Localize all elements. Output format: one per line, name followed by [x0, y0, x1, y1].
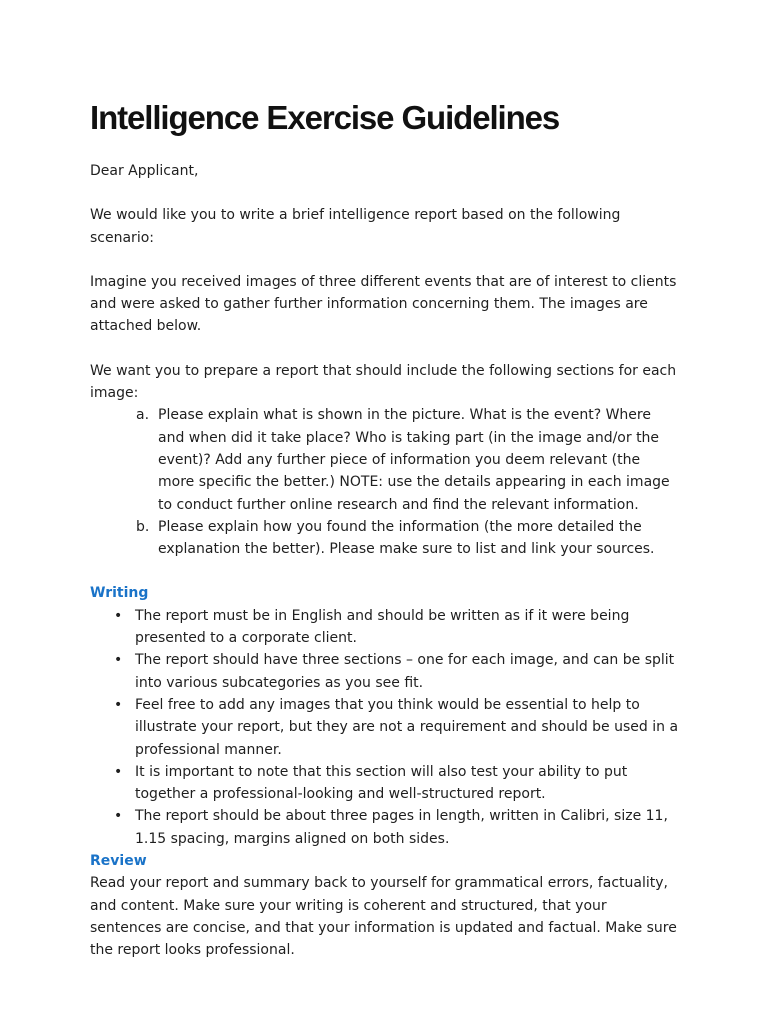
scenario-paragraph: Imagine you received images of three different events that are of interest to clients and were asked to gather further information concerning them. The images are attached below.: [90, 273, 677, 335]
review-paragraph: Read your report and summary back to yourself for grammatical errors, factuality, and content. Make sure your writing is coherent and structured, that your sentences are concise, and that your information is updated and factual. Make sure the report looks professional.: [90, 875, 677, 959]
list-item-text: Please explain how you found the information (the more detailed the explanation the better). Please make sure to list and link your sources.: [158, 518, 655, 558]
sections-intro: We want you to prepare a report that should include the following sections for each image:: [90, 362, 677, 402]
review-heading: Review: [90, 853, 147, 870]
document-page: [90, 96, 680, 962]
list-item-text: The report must be in English and should be written as if it were being presented to a corporate client.: [135, 607, 630, 647]
bullet-marker: •: [114, 652, 123, 669]
list-item-text: The report should have three sections – one for each image, and can be split into various subcategories as you see fit.: [135, 652, 675, 691]
sections-list: [90, 404, 680, 560]
list-item-text: It is important to note that this section will also test your ability to put together a professional-looking and well-structured report.: [135, 763, 628, 803]
list-item-text: Please explain what is shown in the picture. What is the event? Where and when did it take place? Who is taking part (in the image and/or the event)? Add any further piece of information you deem relevant (the more specific the better.) NOTE: use the details appearing in each image to conduct further online research and find the relevant information.: [158, 407, 670, 513]
list-item: [114, 649, 680, 694]
list-marker: b.: [136, 518, 150, 535]
bullet-marker: •: [114, 808, 123, 825]
bullet-marker: •: [114, 696, 123, 713]
bullet-marker: •: [114, 607, 123, 624]
writing-heading: Writing: [90, 585, 149, 602]
list-item: [136, 404, 680, 515]
bullet-marker: •: [114, 763, 123, 780]
list-item: [114, 605, 680, 650]
list-item: [114, 805, 680, 850]
list-item: [114, 761, 680, 806]
list-item: [114, 694, 680, 761]
page-title: Intelligence Exercise Guidelines: [90, 99, 560, 136]
salutation: Dear Applicant,: [90, 163, 199, 179]
list-item: [136, 516, 680, 561]
list-marker: a.: [136, 407, 150, 424]
intro-paragraph: We would like you to write a brief intelligence report based on the following scenario:: [90, 207, 621, 246]
writing-list: [90, 605, 680, 850]
list-item-text: The report should be about three pages in length, written in Calibri, size 11, 1.15 spacing, margins aligned on both sides.: [135, 808, 668, 847]
list-item-text: Feel free to add any images that you think would be essential to help to illustrate your report, but they are not a requirement and should be used in a professional manner.: [135, 696, 679, 758]
